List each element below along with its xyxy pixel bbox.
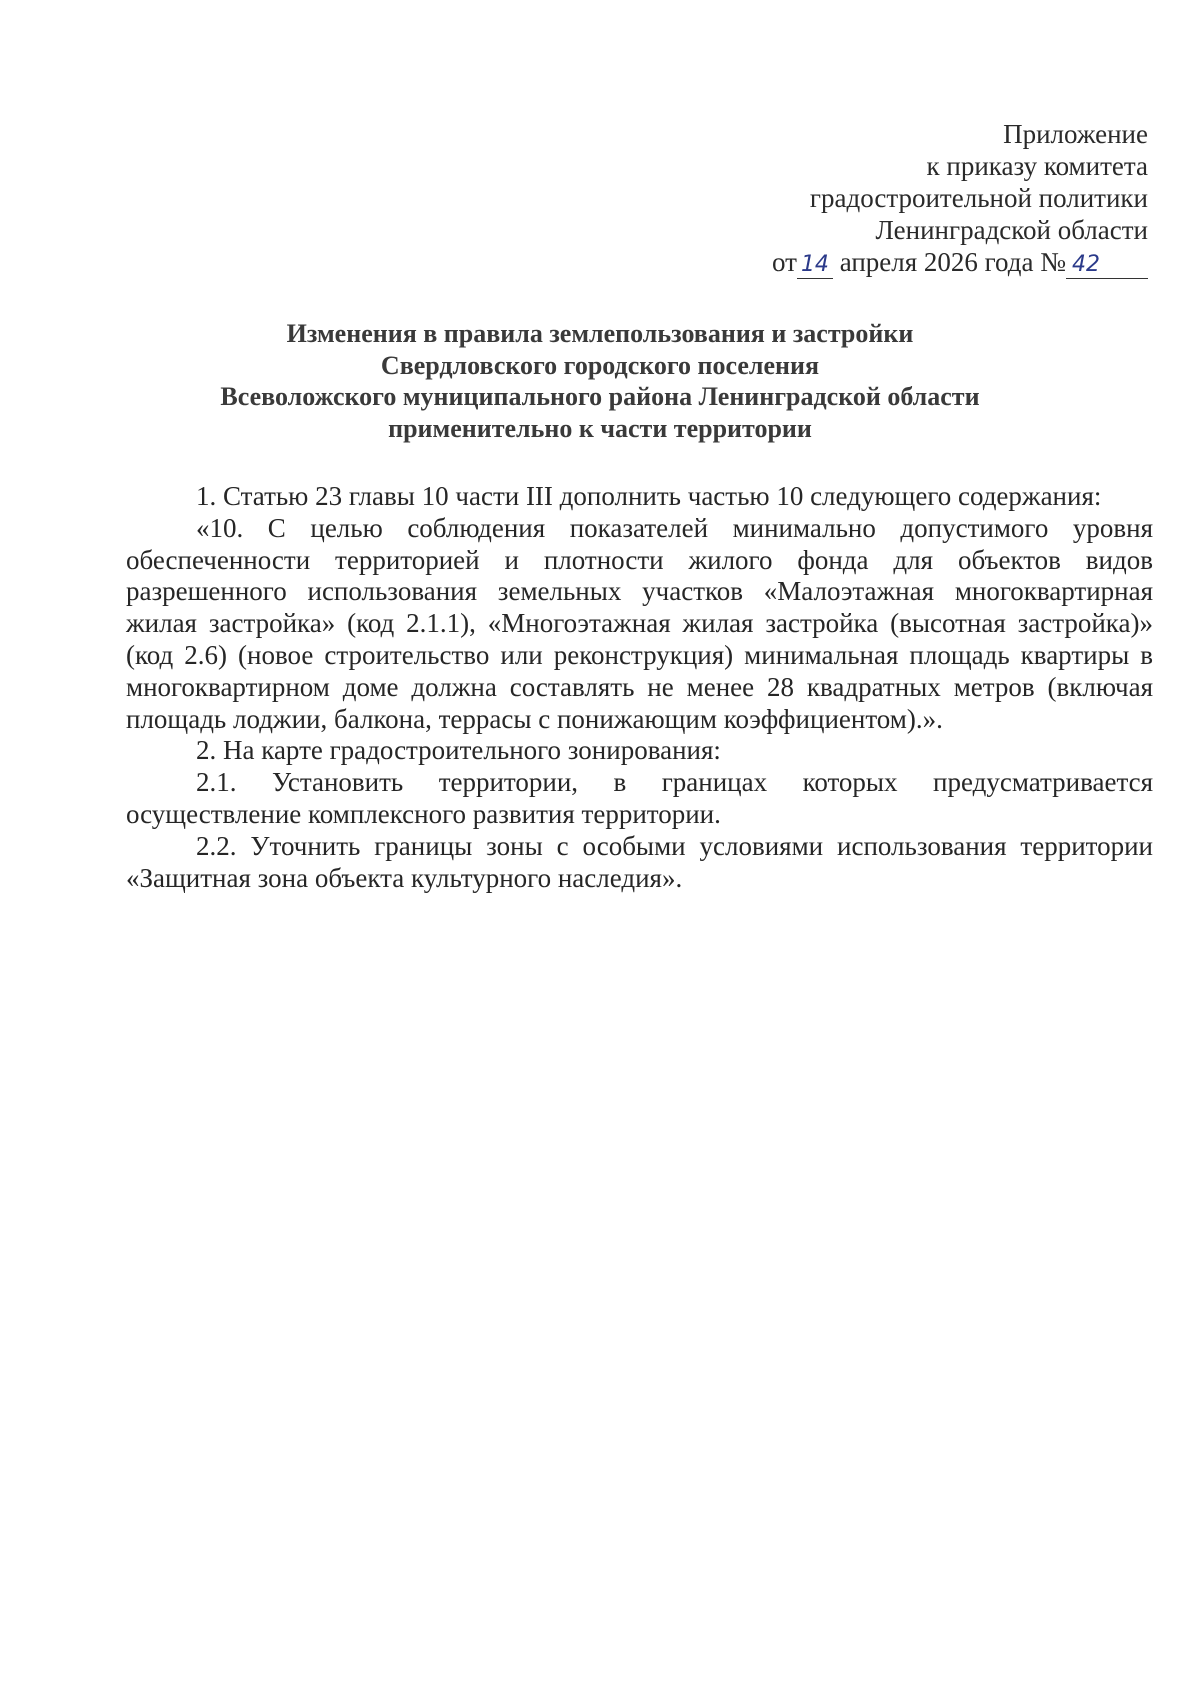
paragraph-amendment-text: «10. С целью соблюдения показателей минимально допустимого уровня обеспеченности территорией и плотности жилого фонда для объектов видов разрешенного использования земельных участков «Малоэтажная многоквартирная жилая застройка» (код 2.1.1), «Многоэтажная жилая застройка (высотная застройка)» (код 2.6) (новое строительство или реконструкция) минимальная площадь квартиры в многоквартирном доме должна составлять не менее 28 квадратных метров (включая площадь лоджии, балкона, террасы с понижающим коэффициентом).». [126,512,1153,734]
order-date-line [772,246,1148,279]
date-middle: апреля 2026 года № [839,247,1066,277]
document-body [126,481,1153,894]
date-prefix: от [771,247,797,277]
paragraph-1: 1. Статью 23 главы 10 части III дополнить частью 10 следующего содержания: [196,481,1102,511]
document-title [0,318,1200,444]
title-line-2: Свердловского городского поселения [380,350,820,380]
appendix-header [772,118,1148,279]
handwritten-order-number: 42 [1066,252,1148,279]
paragraph-2-1: 2.1. Установить территории, в границах которых предусматривается осуществление комплексного развития территории. [126,767,1153,829]
title-line-4: применительно к части территории [388,413,812,443]
committee-name: градостроительной политики [809,183,1148,213]
order-reference: к приказу комитета [926,151,1148,181]
paragraph-2: 2. На карте градостроительного зонирования: [196,735,721,766]
title-line-1: Изменения в правила землепользования и застройки [286,319,914,348]
handwritten-day: 14 [797,252,833,279]
region-name: Ленинградской области [875,215,1148,245]
paragraph-2-2: 2.2. Уточнить границы зоны с особыми условиями использования территории «Защитная зона объекта культурного наследия». [126,830,1153,893]
title-line-3: Всеволожского муниципального района Ленинградской области [220,382,980,411]
appendix-label: Приложение [1003,119,1148,149]
